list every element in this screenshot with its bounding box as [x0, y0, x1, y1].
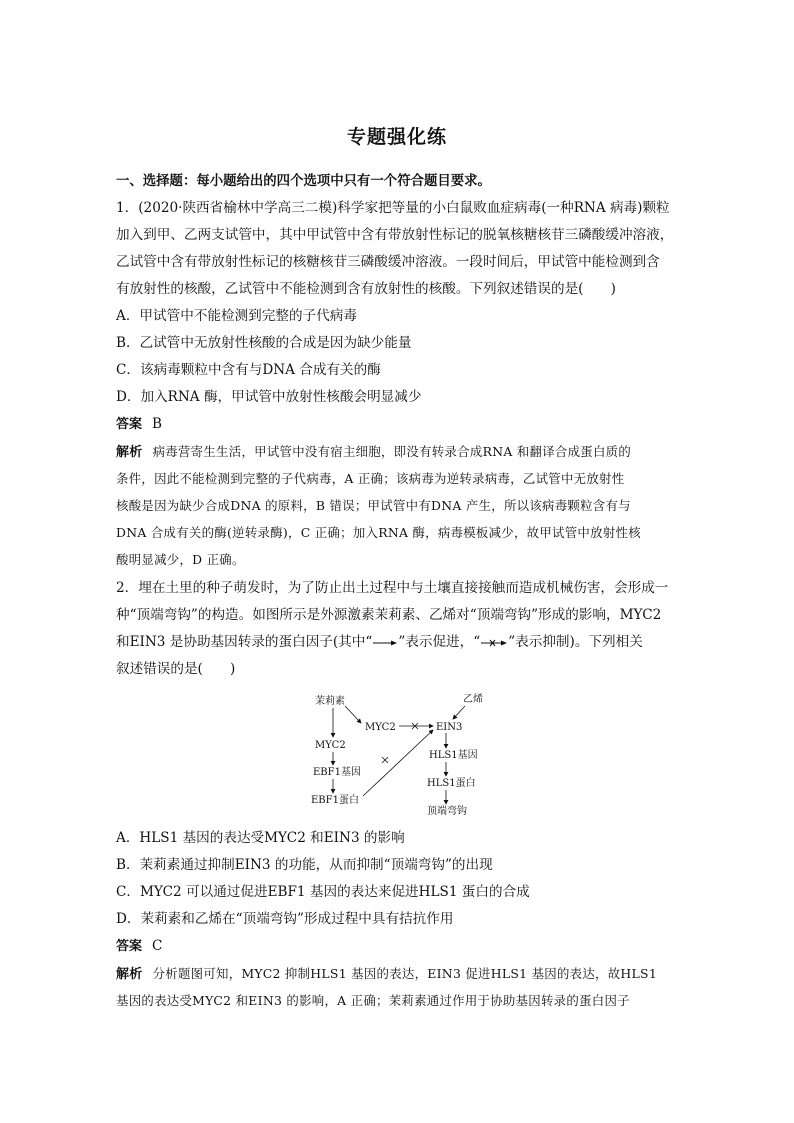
q2-explanation-text-1: 分析题图可知，MYC2 抑制HLS1 基因的表达，EIN3 促进HLS1 基因的表达，故HLS1 [152, 966, 658, 981]
q1-explanation-line-2: 条件，因此不能检测到完整的子代病毒，A 正确；该病毒为逆转录病毒，乙试管中无放射性 [116, 471, 625, 486]
q1-option-c: C．该病毒颗粒中含有与DNA 合成有关的酶 [116, 362, 381, 378]
q1-option-a: A．甲试管中不能检测到完整的子代病毒 [116, 308, 357, 324]
label-ebf1-protein: EBF1蛋白 [311, 795, 359, 806]
q1-explanation-text-1: 病毒营寄生生活，甲试管中没有宿主细胞，即没有转录合成RNA 和翻译合成蛋白质的 [152, 444, 632, 459]
q2-explanation-line-1 [116, 964, 657, 985]
inhibit-arrow-icon [480, 638, 508, 648]
q1-explanation-line-4: DNA 合成有关的酶(逆转录酶)，C 正确；加入RNA 酶，病毒模板减少，故甲试管中放射性核 [116, 525, 641, 540]
promote-arrow-icon [372, 638, 398, 648]
q2-answer-label: 答案 [116, 939, 143, 954]
q2-option-a: A．HLS1 基因的表达受MYC2 和EIN3 的影响 [116, 830, 405, 846]
q2-option-c: C．MYC2 可以通过促进EBF1 基因的表达来促进HLS1 蛋白的合成 [116, 884, 530, 900]
label-myc2-left: MYC2 [315, 740, 346, 751]
q1-answer [116, 414, 162, 435]
label-hls1-gene: HLS1基因 [429, 750, 478, 761]
q1-explanation-line-3: 核酸是因为缺少合成DNA 的原料，B 错误；甲试管中有DNA 产生，所以该病毒颗粒含有与 [116, 498, 631, 513]
q1-answer-label: 答案 [116, 417, 143, 432]
arrow-jasmonate-myc2 [345, 706, 361, 723]
q2-stem-line-4: 叙述错误的是( ) [116, 661, 236, 677]
label-myc2-top: MYC2 [365, 722, 396, 733]
q1-stem-line-4: 有放射性的核酸，乙试管中不能检测到含有放射性的核酸。下列叙述错误的是( ) [116, 281, 616, 297]
q2-stem-line-3-part-a: 和EIN3 是协助基因转录的蛋白因子(其中“ [116, 634, 373, 650]
q1-stem-line-2: 加入到甲、乙两支试管中，其中甲试管中含有带放射性标记的脱氧核糖核苷三磷酸缓冲溶液， [116, 227, 674, 243]
q1-explanation-line-5: 酸明显减少，D 正确。 [116, 552, 245, 567]
q2-option-b: B．茉莉素通过抑制EIN3 的功能，从而抑制“顶端弯钩”的出现 [116, 857, 493, 873]
hormone-pathway-diagram [305, 688, 505, 820]
q2-explanation-label: 解析 [116, 967, 143, 982]
arrow-ebf1-inhibit-ein3 [363, 730, 433, 796]
q2-stem-line-3-part-b: ”表示促进，“ [398, 634, 481, 650]
q1-explanation-label: 解析 [116, 445, 143, 460]
section-heading: 一、选择题：每小题给出的四个选项中只有一个符合题目要求。 [116, 174, 491, 189]
q2-stem-line-3-part-c: ”表示抑制)。下列相关 [508, 634, 643, 650]
q2-answer [116, 936, 162, 957]
q2-answer-value: C [152, 938, 163, 954]
label-hook: 顶端弯钩 [427, 806, 467, 817]
q2-stem-line-3 [116, 632, 643, 652]
q2-explanation-line-2: 基因的表达受MYC2 和EIN3 的影响，A 正确；茉莉素通过作用于协助基因转录的蛋白因子 [116, 993, 630, 1008]
label-ebf1-gene: EBF1基因 [313, 767, 361, 778]
q1-explanation-line-1 [116, 442, 631, 463]
arrow-ethylene-ein3 [453, 706, 465, 719]
page-title: 专题强化练 [346, 126, 447, 148]
q1-stem-line-1: 1．(2020·陕西省榆林中学高三二模)科学家把等量的小白鼠败血症病毒(一种RNA 病毒)颗粒 [116, 200, 670, 216]
q1-answer-value: B [152, 416, 163, 432]
label-ein3: EIN3 [436, 722, 463, 733]
q1-stem-line-3: 乙试管中含有带放射性标记的核糖核苷三磷酸缓冲溶液。一段时间后，甲试管中能检测到含 [116, 254, 660, 270]
q2-option-d: D．茉莉素和乙烯在“顶端弯钩”形成过程中具有拮抗作用 [116, 911, 454, 927]
label-hls1-protein: HLS1蛋白 [427, 778, 476, 789]
label-jasmonate: 茉莉素 [315, 696, 345, 707]
q2-stem-line-1: 2．埋在土里的种子萌发时，为了防止出土过程中与土壤直接接触而造成机械伤害，会形成一 [116, 580, 669, 596]
q1-option-b: B．乙试管中无放射性核酸的合成是因为缺少能量 [116, 335, 412, 351]
label-ethylene: 乙烯 [463, 694, 483, 705]
q2-stem-line-2: 种“顶端弯钩”的构造。如图所示是外源激素茉莉素、乙烯对“顶端弯钩”形成的影响，MYC2 [116, 607, 662, 623]
q1-option-d: D．加入RNA 酶，甲试管中放射性核酸会明显减少 [116, 389, 422, 405]
